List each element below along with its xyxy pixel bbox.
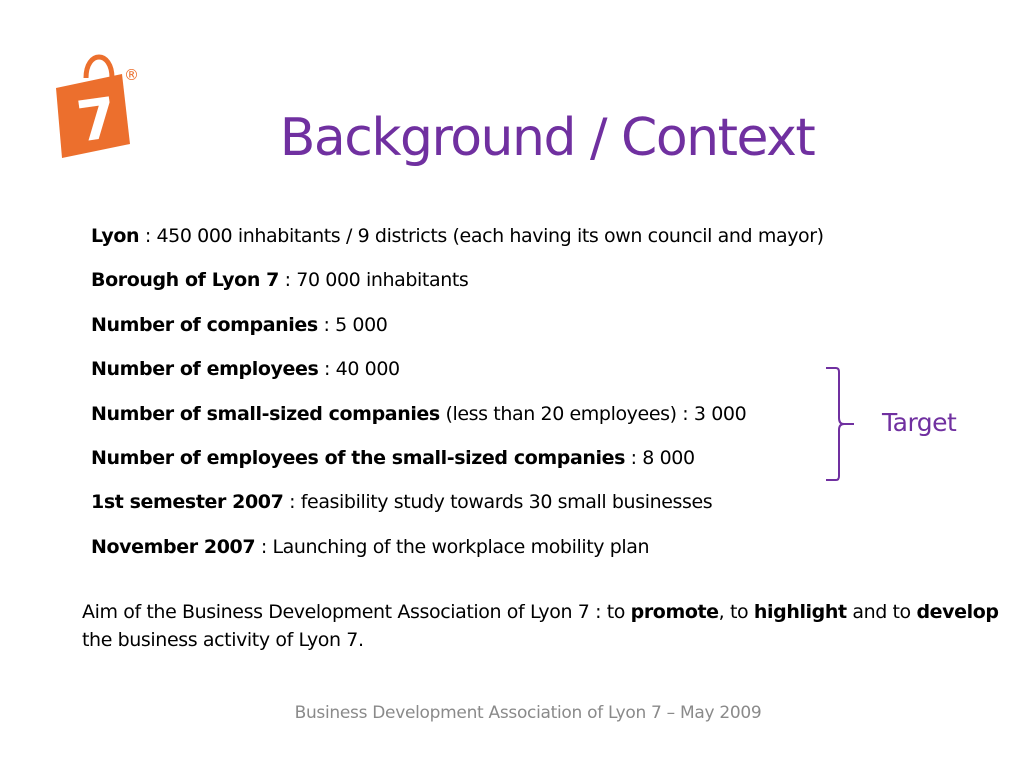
fact-label: Number of small-sized companies: [91, 402, 440, 425]
registered-mark: ®: [124, 66, 139, 84]
fact-label: 1st semester 2007: [91, 491, 284, 514]
fact-label: Number of companies: [91, 313, 318, 336]
fact-value: feasibility study towards 30 small businesses: [300, 491, 713, 514]
aim-emphasis: develop: [916, 601, 999, 623]
fact-label: Number of employees: [91, 358, 319, 381]
fact-separator: :: [283, 491, 301, 514]
fact-value: 450 000 inhabitants / 9 districts (each having its own council and mayor): [156, 225, 824, 247]
fact-label: Lyon: [91, 225, 140, 247]
aim-text: the business activity of Lyon 7.: [82, 629, 364, 651]
aim-emphasis: promote: [630, 601, 719, 623]
fact-borough: [91, 267, 824, 311]
fact-separator: :: [278, 269, 297, 292]
fact-label: Borough of Lyon 7: [91, 269, 279, 292]
logo-number: 7: [73, 85, 121, 156]
aim-text: , to: [718, 601, 754, 623]
footer-text: Business Development Association of Lyon 7 – May 2009: [294, 703, 762, 723]
fact-value: 40 000: [335, 358, 400, 381]
fact-value: 8 000: [642, 446, 695, 469]
fact-companies: [91, 312, 824, 356]
fact-small-employees: [91, 445, 824, 489]
fact-small-companies: [91, 401, 824, 445]
target-label: Target: [882, 408, 957, 437]
fact-value: Launching of the workplace mobility plan: [272, 535, 650, 558]
right-brace-icon: [822, 366, 862, 482]
bag-handle: [86, 57, 112, 78]
slide-title: Background / Context: [279, 108, 815, 168]
fact-separator: :: [625, 446, 643, 469]
aim-paragraph: [82, 598, 1002, 654]
fact-separator: :: [317, 313, 336, 336]
fact-label: Number of employees of the small-sized companies: [91, 446, 625, 469]
fact-employees: [91, 356, 824, 400]
fact-value: 5 000: [335, 313, 388, 336]
fact-lyon: [91, 223, 824, 267]
aim-emphasis: highlight: [753, 601, 847, 623]
fact-value: 70 000 inhabitants: [296, 269, 469, 292]
fact-semester: [91, 489, 824, 533]
aim-text: and to: [846, 601, 917, 623]
fact-separator: :: [255, 535, 273, 558]
fact-separator: :: [318, 358, 336, 381]
aim-text: Aim of the Business Development Association of Lyon 7 : to: [82, 601, 631, 623]
fact-november: [91, 534, 824, 578]
fact-separator: :: [139, 225, 157, 247]
facts-list: [91, 223, 824, 578]
fact-value: (less than 20 employees) : 3 000: [445, 402, 747, 425]
fact-label: November 2007: [91, 535, 256, 558]
